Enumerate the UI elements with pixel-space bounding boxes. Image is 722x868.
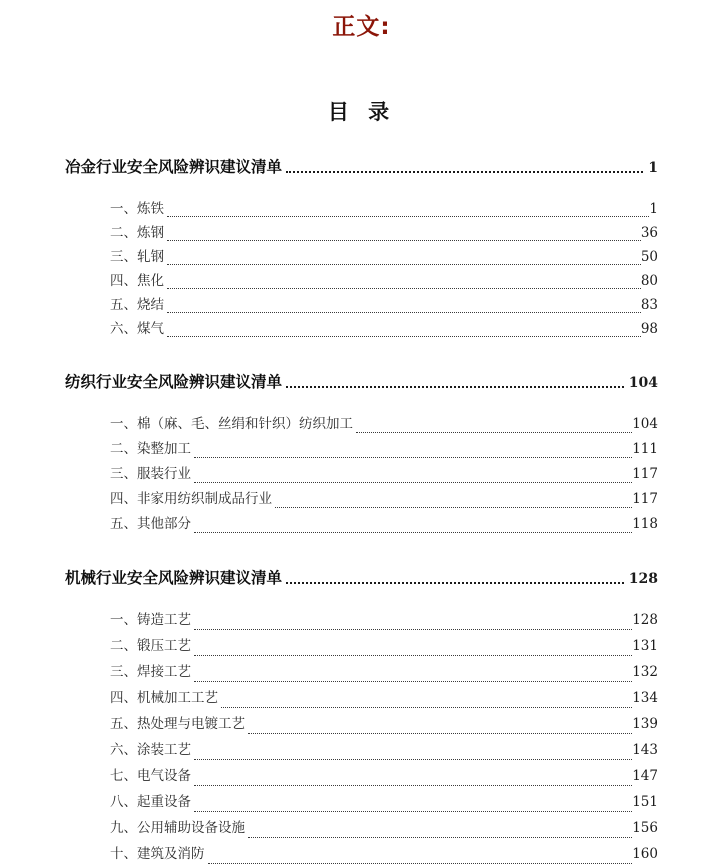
toc-entry-label: 四、机械加工工艺	[110, 690, 218, 706]
toc-entry-label: 一、炼铁	[110, 201, 164, 217]
page-number: 134	[632, 690, 658, 706]
page-number: 132	[632, 664, 658, 680]
toc-section-title: 机械行业安全风险辨识建议清单	[65, 569, 283, 587]
page-number: 139	[632, 716, 658, 732]
dot-leader	[194, 785, 632, 786]
toc-entry[interactable]	[65, 293, 658, 317]
toc-section-heading[interactable]	[65, 566, 658, 588]
toc-entry-label: 六、煤气	[110, 321, 164, 337]
toc-entry-label: 八、起重设备	[110, 794, 191, 810]
toc-entry-label: 三、焊接工艺	[110, 664, 191, 680]
page-number: 156	[632, 820, 658, 836]
dot-leader	[248, 733, 632, 734]
toc-entry[interactable]	[65, 790, 658, 816]
toc-section-title: 冶金行业安全风险辨识建议清单	[65, 158, 283, 176]
toc-title: 目 录	[327, 99, 396, 124]
toc-section	[65, 370, 658, 537]
toc-section-title: 纺织行业安全风险辨识建议清单	[65, 373, 283, 391]
toc-entry[interactable]	[65, 221, 658, 245]
dot-leader	[221, 707, 632, 708]
toc-entry[interactable]	[65, 462, 658, 487]
toc-entry-label: 一、铸造工艺	[110, 612, 191, 628]
dot-leader	[356, 432, 632, 433]
page-number: 1	[649, 201, 658, 217]
dot-leader	[208, 863, 633, 864]
dot-leader	[167, 288, 641, 289]
dot-leader	[167, 336, 641, 337]
page-number: 143	[632, 742, 658, 758]
toc-entry-label: 一、棉（麻、毛、丝绢和针织）纺织加工	[110, 416, 353, 432]
toc-entry-label: 五、其他部分	[110, 516, 191, 532]
toc-entry-label: 四、非家用纺织制成品行业	[110, 491, 272, 507]
toc-entry[interactable]	[65, 712, 658, 738]
toc-entry[interactable]	[65, 317, 658, 341]
page-number: 80	[640, 273, 658, 289]
toc-entry[interactable]	[65, 412, 658, 437]
dot-leader	[194, 629, 632, 630]
toc-entry-label: 六、涂装工艺	[110, 742, 191, 758]
page-number: 36	[640, 225, 658, 241]
toc-entry-label: 九、公用辅助设备设施	[110, 820, 245, 836]
dot-leader	[194, 811, 632, 812]
toc-entry[interactable]	[65, 608, 658, 634]
toc-entry-label: 二、锻压工艺	[110, 638, 191, 654]
page-number: 104	[628, 375, 658, 391]
page-number: 147	[632, 768, 658, 784]
page-number: 117	[632, 491, 658, 507]
toc-section	[65, 155, 658, 341]
toc-entry-label: 二、炼钢	[110, 225, 164, 241]
dot-leader	[286, 386, 624, 388]
toc-entry-label: 三、轧钢	[110, 249, 164, 265]
dot-leader	[194, 681, 632, 682]
page-number: 128	[632, 612, 658, 628]
page-number: 98	[640, 321, 658, 337]
page-number: 83	[640, 297, 658, 313]
dot-leader	[167, 264, 641, 265]
page-number: 151	[632, 794, 658, 810]
page-number: 104	[632, 416, 658, 432]
toc-entry[interactable]	[65, 634, 658, 660]
toc-entry[interactable]	[65, 842, 658, 868]
dot-leader	[167, 312, 641, 313]
toc-entry-label: 十、建筑及消防	[110, 846, 205, 862]
toc-section-heading[interactable]	[65, 155, 658, 177]
dot-leader	[286, 171, 643, 173]
page-number: 131	[632, 638, 658, 654]
toc-entry[interactable]	[65, 660, 658, 686]
page-number: 111	[632, 441, 658, 457]
dot-leader	[194, 759, 632, 760]
toc-entry[interactable]	[65, 197, 658, 221]
toc-section-heading[interactable]	[65, 370, 658, 392]
toc-entry-label: 四、焦化	[110, 273, 164, 289]
dot-leader	[286, 582, 624, 584]
page-number: 50	[640, 249, 658, 265]
toc-entry[interactable]	[65, 437, 658, 462]
toc-entry[interactable]	[65, 816, 658, 842]
main-text-heading: 正文:	[332, 14, 391, 40]
dot-leader	[275, 507, 632, 508]
toc-entry-label: 二、染整加工	[110, 441, 191, 457]
page-number: 117	[632, 466, 658, 482]
page-number: 128	[628, 571, 658, 587]
toc-entry[interactable]	[65, 269, 658, 293]
dot-leader	[248, 837, 632, 838]
page-number: 1	[648, 160, 658, 176]
toc-entry[interactable]	[65, 686, 658, 712]
toc-entry[interactable]	[65, 512, 658, 537]
dot-leader	[194, 532, 632, 533]
dot-leader	[167, 240, 641, 241]
dot-leader	[194, 655, 632, 656]
dot-leader	[194, 482, 632, 483]
table-of-contents	[65, 155, 658, 868]
toc-section	[65, 566, 658, 868]
toc-entry-label: 五、烧结	[110, 297, 164, 313]
toc-entry-label: 五、热处理与电镀工艺	[110, 716, 245, 732]
page-number: 118	[632, 516, 658, 532]
toc-entry[interactable]	[65, 487, 658, 512]
page-number: 160	[632, 846, 658, 862]
toc-entry-label: 七、电气设备	[110, 768, 191, 784]
dot-leader	[167, 216, 649, 217]
toc-entry[interactable]	[65, 738, 658, 764]
toc-entry[interactable]	[65, 245, 658, 269]
dot-leader	[194, 457, 632, 458]
toc-entry-label: 三、服装行业	[110, 466, 191, 482]
toc-entry[interactable]	[65, 764, 658, 790]
